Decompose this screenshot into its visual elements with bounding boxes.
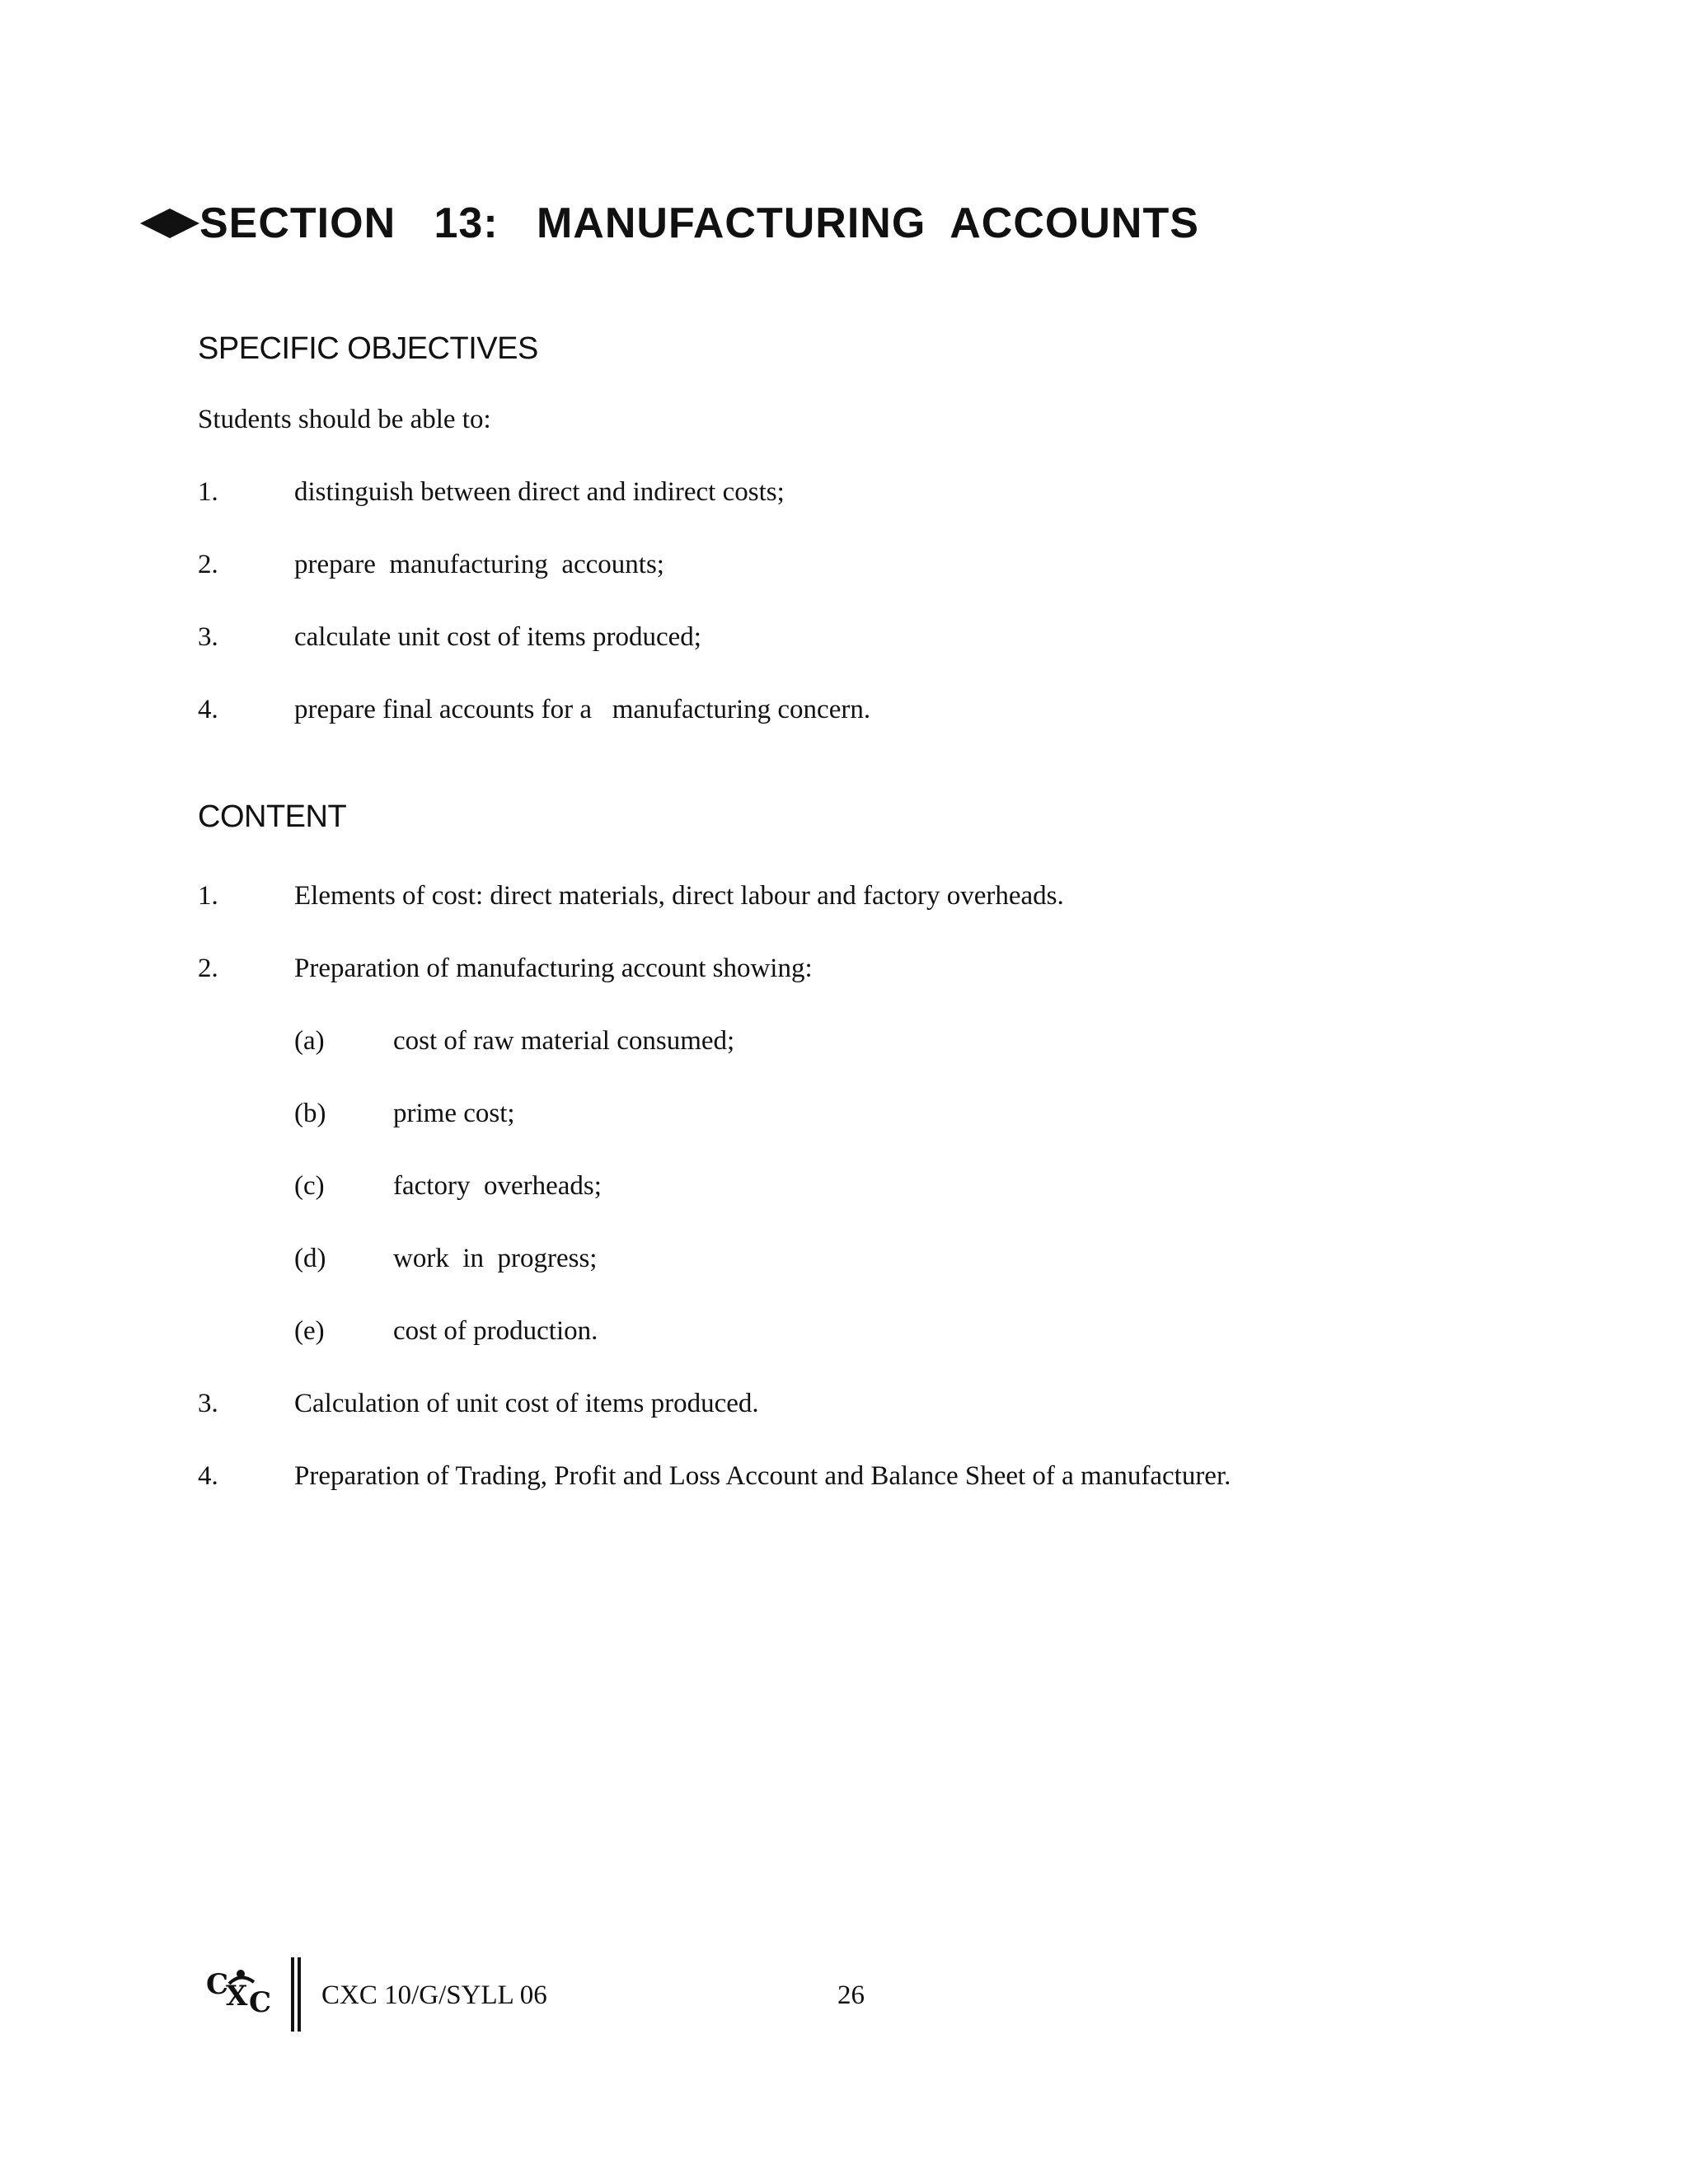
item-number: 4. — [198, 1461, 218, 1491]
item-text: prepare final accounts for a manufacturing concern. — [294, 695, 871, 724]
diamond-bullet-icon — [140, 209, 199, 238]
item-number: 1. — [198, 881, 218, 911]
item-text: distinguish between direct and indirect costs; — [294, 477, 785, 507]
item-number: 2. — [198, 550, 218, 579]
sub-item-letter: (e) — [294, 1316, 325, 1346]
sub-item-text: work in progress; — [393, 1244, 598, 1273]
objectives-intro: Students should be able to: — [198, 405, 491, 434]
footer-divider — [290, 1957, 302, 2032]
objectives-heading: SPECIFIC OBJECTIVES — [198, 331, 538, 366]
item-number: 3. — [198, 622, 218, 652]
sub-item-letter: (b) — [294, 1099, 326, 1128]
item-text: calculate unit cost of items produced; — [294, 622, 701, 652]
sub-item-text: cost of raw material consumed; — [393, 1026, 735, 1056]
item-text: Elements of cost: direct materials, direct labour and factory overheads. — [294, 881, 1064, 911]
page-number: 26 — [837, 1980, 865, 2010]
sub-item-letter: (a) — [294, 1026, 325, 1056]
item-text: Preparation of manufacturing account showing: — [294, 954, 813, 983]
section-heading — [140, 194, 1199, 252]
item-number: 1. — [198, 477, 218, 507]
item-number: 4. — [198, 695, 218, 724]
sub-item-text: cost of production. — [393, 1316, 598, 1346]
cxc-logo — [204, 1966, 277, 2015]
syllabus-code: CXC 10/G/SYLL 06 — [321, 1980, 547, 2010]
item-text: Preparation of Trading, Profit and Loss Account and Balance Sheet of a manufacturer. — [294, 1461, 1231, 1491]
svg-text:C: C — [249, 1986, 272, 2015]
sub-item-text: factory overheads; — [393, 1171, 602, 1201]
sub-item-letter: (d) — [294, 1244, 326, 1273]
sub-item-letter: (c) — [294, 1171, 325, 1201]
item-number: 2. — [198, 954, 218, 983]
sub-item-text: prime cost; — [393, 1099, 515, 1128]
content-heading: CONTENT — [198, 799, 347, 834]
svg-text:C: C — [206, 1968, 229, 2001]
svg-text:X: X — [226, 1980, 248, 2013]
item-text: prepare manufacturing accounts; — [294, 550, 664, 579]
item-number: 3. — [198, 1389, 218, 1418]
section-title: SECTION 13: MANUFACTURING ACCOUNTS — [199, 199, 1199, 247]
item-text: Calculation of unit cost of items produced. — [294, 1389, 759, 1418]
